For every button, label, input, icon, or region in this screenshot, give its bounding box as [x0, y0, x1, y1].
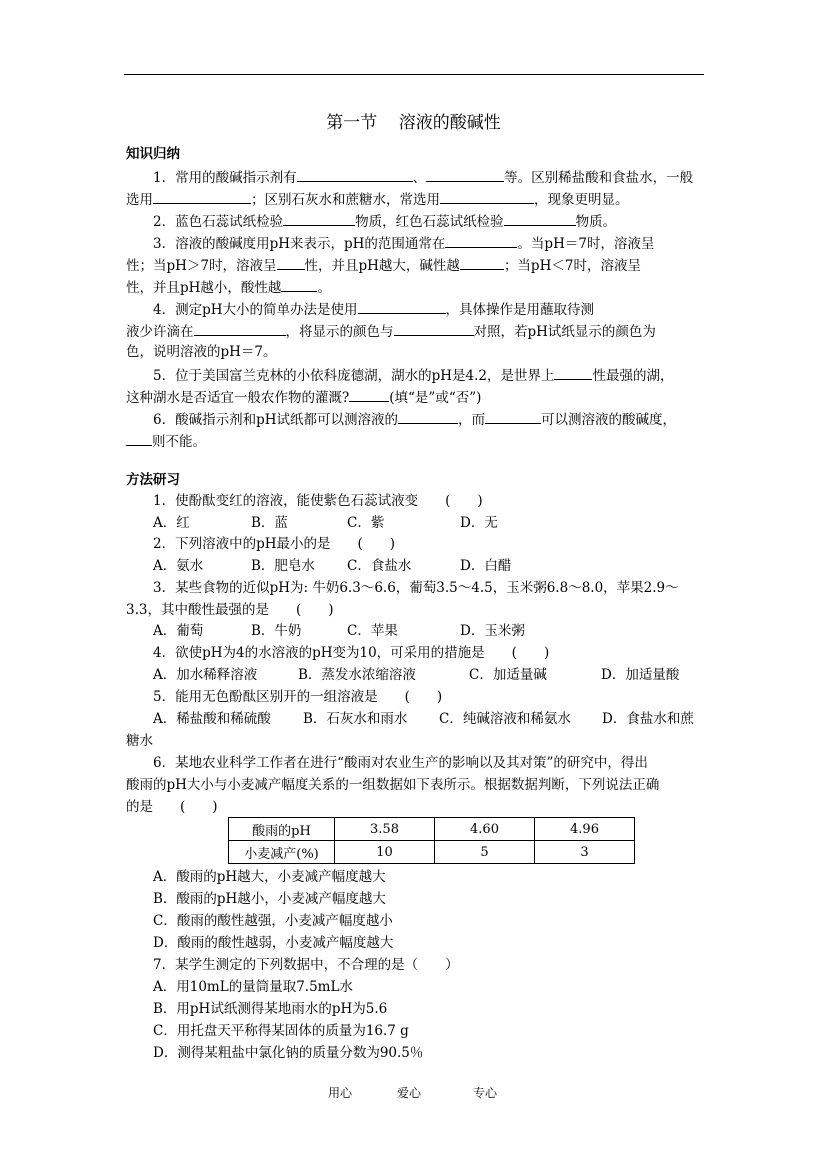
option-a: A．加水稀释溶液	[153, 667, 258, 683]
table-cell: 3.58	[335, 818, 435, 841]
line-text: 。	[317, 280, 331, 296]
question-5-options-cont: 糖水	[126, 733, 153, 749]
option-d: D．玉米粥	[460, 623, 525, 639]
footer-word: 用心	[328, 1086, 353, 1100]
table-cell: 5	[435, 841, 535, 864]
knowledge-line	[126, 408, 733, 430]
fill-in-blank[interactable]	[460, 254, 504, 270]
option-c: C．加适量碱	[469, 667, 547, 683]
line-text: 则不能。	[152, 434, 206, 450]
line-text: ，现象更明显。	[534, 192, 629, 208]
question-7-option-d: D．测得某粗盐中氯化钠的质量分数为90.5％	[153, 1045, 424, 1061]
line-text: ；当pH＜7时，溶液呈	[503, 258, 641, 274]
line-text: 、	[412, 170, 427, 186]
option-a: A．氨水	[153, 558, 204, 574]
question-7-option-c: C．用托盘天平称得某固体的质量为16.7 g	[153, 1023, 409, 1039]
line-text: 对照，若pH试纸显示的颜色为	[473, 324, 656, 340]
fill-in-blank[interactable]	[554, 364, 592, 380]
fill-in-blank[interactable]	[126, 430, 152, 446]
option-b: B．肥皂水	[251, 558, 315, 574]
footer-word: 爱心	[397, 1086, 422, 1100]
section-heading-method: 方法研习	[126, 472, 180, 488]
page-title: 第一节 溶液的酸碱性	[326, 113, 501, 133]
knowledge-line	[126, 320, 706, 342]
line-text: 1．常用的酸碱指示剂有	[153, 170, 297, 186]
table-cell: 小麦减产(%)	[229, 841, 335, 864]
line-text: 液少许滴在	[126, 324, 194, 340]
option-c: C．纯碱溶液和稀氨水	[439, 711, 571, 727]
line-text: 性最强的湖，	[592, 368, 674, 384]
question-6-option-d: D．酸雨的酸性越弱，小麦减产幅度越大	[153, 935, 394, 951]
line-text: 性，并且pH越小，酸性越	[126, 280, 282, 296]
option-c: C．食盐水	[347, 558, 412, 574]
question-2-stem: 2．下列溶液中的pH最小的是 ( )	[153, 536, 396, 552]
header-rule	[124, 74, 704, 75]
line-text: ；区别石灰水和蔗糖水，常选用	[251, 192, 440, 208]
table-row	[229, 841, 635, 864]
section-heading-knowledge: 知识归纳	[126, 146, 180, 162]
fill-in-blank[interactable]	[153, 188, 251, 204]
line-text: 6．酸碱指示剂和pH试纸都可以测溶液的	[153, 412, 399, 428]
table-row	[229, 818, 635, 841]
knowledge-line	[126, 430, 706, 452]
fill-in-blank[interactable]	[445, 232, 517, 248]
knowledge-line	[126, 254, 706, 276]
table-cell: 4.60	[435, 818, 535, 841]
option-a: A．稀盐酸和稀硫酸	[153, 711, 271, 727]
question-7-stem: 7．某学生测定的下列数据中，不合理的是（ ）	[153, 957, 459, 973]
option-a: A．红	[153, 515, 190, 531]
question-6-option-a: A．酸雨的pH越大，小麦减产幅度越大	[153, 869, 386, 885]
line-text: 蘸取待测	[540, 302, 595, 318]
fill-in-blank[interactable]	[398, 408, 458, 424]
question-5-stem: 5．能用无色酚酞区别开的一组溶液是 ( )	[153, 689, 443, 705]
question-6-option-b: B．酸雨的pH越小，小麦减产幅度越大	[153, 891, 386, 907]
line-text: 5．位于美国富兰克林的小依科庞德湖，湖水的pH是4.2，是世界上	[153, 368, 555, 384]
fill-in-blank[interactable]	[297, 166, 413, 182]
line-text: 2．蓝色石蕊试纸检验	[153, 214, 284, 230]
option-b: B．蓝	[251, 515, 288, 531]
option-a: A．葡萄	[153, 623, 204, 639]
question-4-stem: 4．欲使pH为4的水溶液的pH变为10，可采用的措施是 ( )	[153, 645, 550, 661]
fill-in-blank[interactable]	[440, 188, 534, 204]
knowledge-line	[126, 166, 733, 188]
fill-in-blank[interactable]	[426, 166, 504, 182]
line-text: 这种湖水是否适宜一般农作物的灌溉?	[126, 390, 350, 406]
line-text: ，而	[458, 412, 486, 428]
option-b: B．石灰水和雨水	[303, 711, 408, 727]
table-cell: 酸雨的pH	[229, 818, 335, 841]
option-d: D．无	[460, 515, 498, 531]
knowledge-line	[126, 298, 733, 320]
line-text: 4．测定pH大小的简单办法是使用	[153, 302, 358, 318]
line-text: 物质。	[575, 214, 617, 230]
fill-in-blank[interactable]	[485, 408, 541, 424]
fill-in-blank[interactable]	[504, 210, 576, 226]
line-text: ，具体操作是用	[445, 302, 541, 318]
option-d: D．加适量酸	[601, 667, 680, 683]
line-text: 性；当pH＞7时，溶液呈	[126, 258, 277, 274]
question-6-option-c: C．酸雨的酸性越强，小麦减产幅度越小	[153, 913, 393, 929]
option-c: C．紫	[347, 515, 385, 531]
knowledge-line	[126, 386, 706, 408]
line-text: (填“是”或“否”)	[389, 390, 482, 406]
option-d: D．白醋	[460, 558, 512, 574]
line-text: 可以测溶液的酸碱度，	[541, 412, 677, 428]
option-c: C．苹果	[347, 623, 398, 639]
fill-in-blank[interactable]	[394, 320, 474, 336]
line-text: 。当pH＝7时，溶液呈	[517, 236, 655, 252]
option-d: D．食盐水和蔗	[602, 711, 694, 727]
fill-in-blank[interactable]	[281, 276, 317, 292]
knowledge-line	[126, 232, 733, 254]
knowledge-line	[126, 188, 706, 210]
fill-in-blank[interactable]	[194, 320, 286, 336]
table-cell: 10	[335, 841, 435, 864]
question-6-stem-cont: 酸雨的pH大小与小麦减产幅度关系的一组数据如下表所示。根据数据判断，下列说法正确	[126, 777, 660, 793]
footer-word: 专心	[473, 1086, 498, 1100]
data-table	[228, 817, 635, 864]
fill-in-blank[interactable]	[283, 210, 355, 226]
table-cell: 3	[535, 841, 635, 864]
question-7-option-b: B．用pH试纸测得某地雨水的pH为5.6	[153, 1001, 388, 1017]
question-1-stem: 1．使酚酞变红的溶液，能使紫色石蕊试液变 ( )	[153, 493, 483, 509]
line-text: 物质，红色石蕊试纸检验	[355, 214, 504, 230]
option-b: B．蒸发水浓缩溶液	[298, 667, 416, 683]
line-text: 选用	[126, 192, 153, 208]
fill-in-blank[interactable]	[277, 254, 305, 270]
question-6-stem-cont2: 的是 ( )	[126, 799, 218, 815]
fill-in-blank[interactable]	[349, 386, 389, 402]
question-6-stem: 6．某地农业科学工作者在进行“酸雨对农业生产的影响以及其对策”的研究中，得出	[153, 755, 648, 771]
line-text: ，将显示的颜色与	[285, 324, 394, 340]
question-3-stem-cont: 3.3，其中酸性最强的是 ( )	[126, 602, 334, 618]
knowledge-line	[126, 364, 733, 386]
table-cell: 4.96	[535, 818, 635, 841]
line-text: 色，说明溶液的pH＝7。	[126, 344, 277, 360]
knowledge-line	[126, 210, 733, 232]
fill-in-blank[interactable]	[358, 298, 446, 314]
option-b: B．牛奶	[251, 623, 302, 639]
line-text: 等。区别稀盐酸和食盐水，一般	[504, 170, 694, 186]
question-3-stem: 3．某些食物的近似pH为: 牛奶6.3～6.6，葡萄3.5～4.5，玉米粥6.8～8.0，苹果2.9～	[153, 580, 679, 596]
knowledge-line	[126, 342, 706, 362]
line-text: 性，并且pH越大，碱性越	[304, 258, 460, 274]
line-text: 3．溶液的酸碱度用pH来表示，pH的范围通常在	[153, 236, 446, 252]
question-7-option-a: A．用10mL的量筒量取7.5mL水	[153, 979, 353, 995]
knowledge-line	[126, 276, 706, 298]
